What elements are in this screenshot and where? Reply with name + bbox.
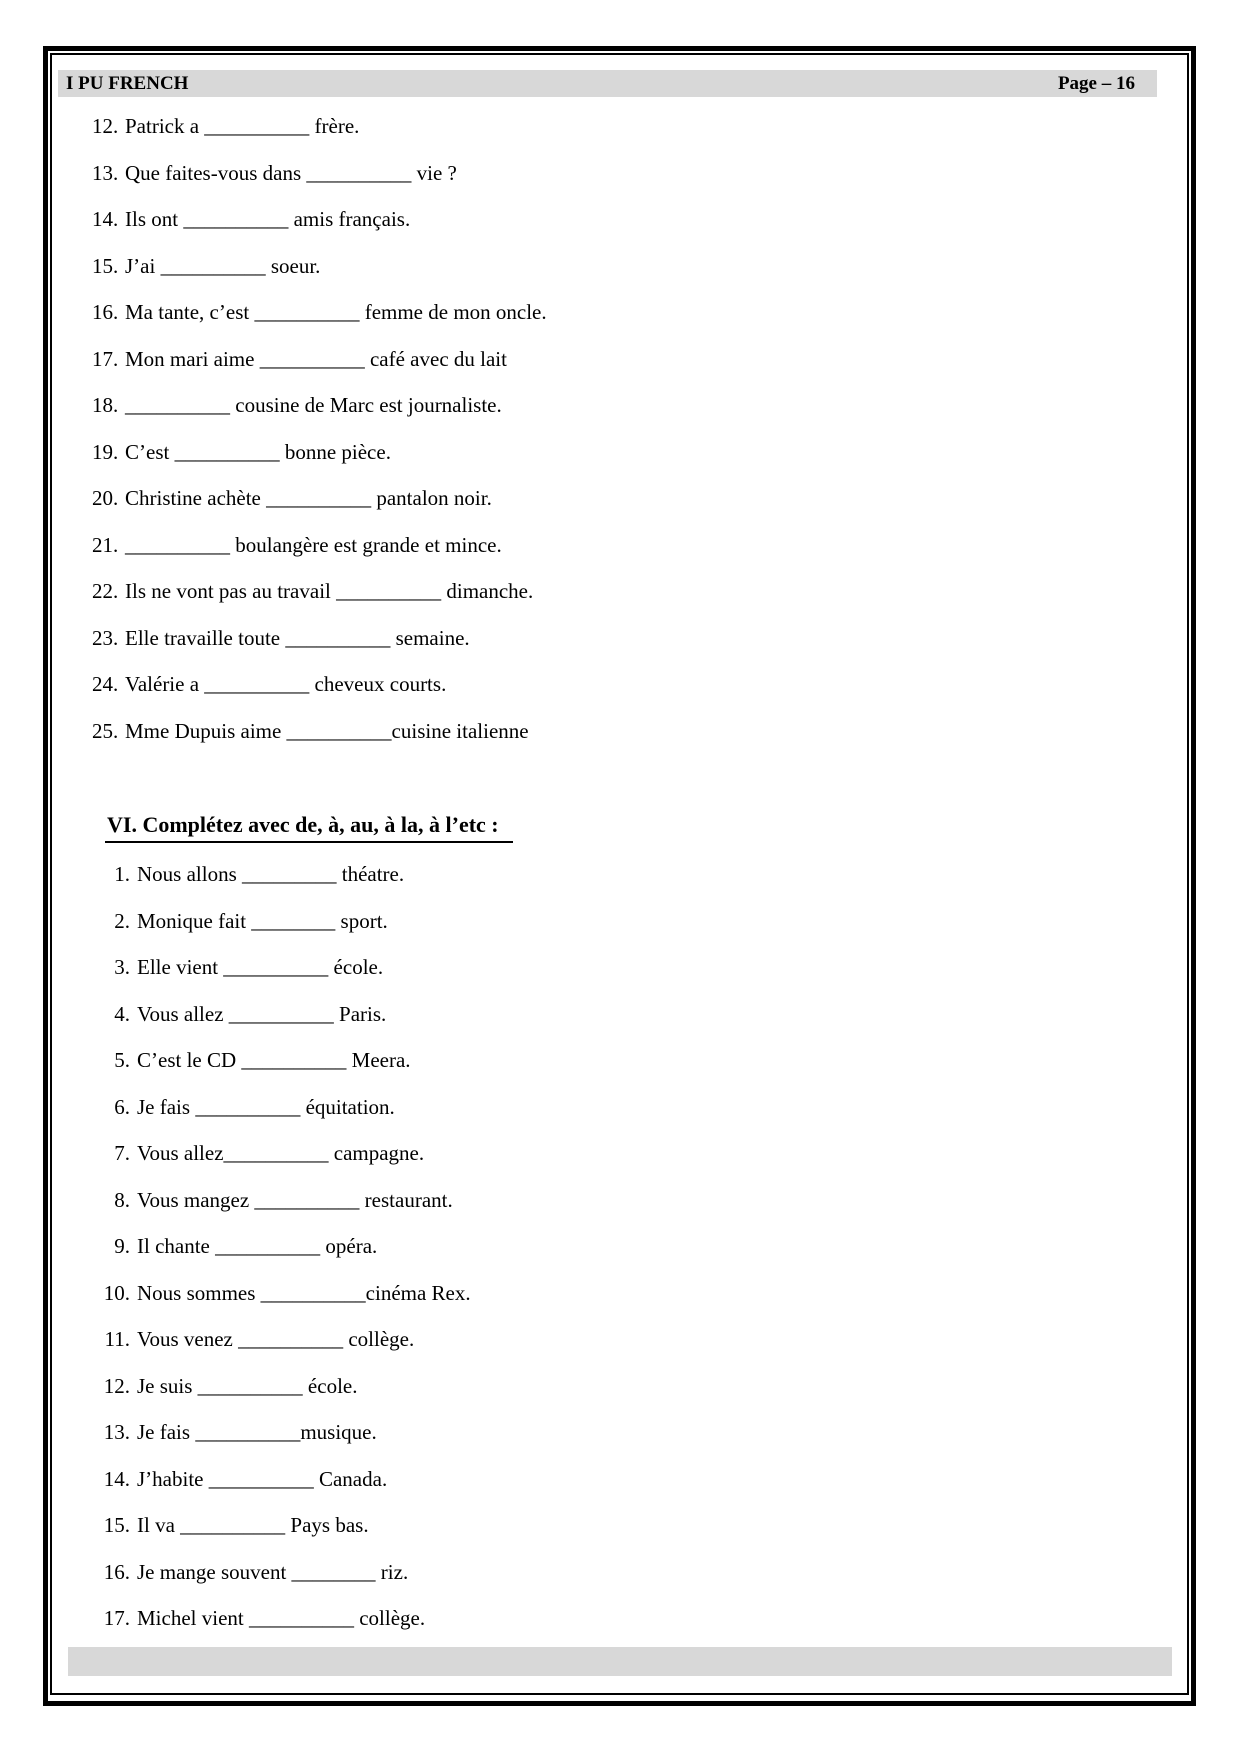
item-number: 12. (103, 1373, 130, 1398)
exercise-item (92, 347, 1187, 371)
item-number: 18. (92, 393, 119, 417)
exercise-item (92, 626, 1187, 650)
exercise-item (90, 1560, 1187, 1584)
item-text: J’ai __________ soeur. (125, 253, 321, 278)
exercise-item (92, 579, 1187, 603)
item-number: 2. (114, 908, 130, 933)
exercise-item (92, 254, 1187, 278)
item-number: 14. (92, 207, 119, 231)
item-text: Il va __________ Pays bas. (137, 1513, 369, 1537)
item-number: 16. (103, 1559, 130, 1584)
exercise-item (90, 1606, 1187, 1630)
item-text: Christine achète __________ pantalon noir. (125, 486, 492, 510)
exercise-item (90, 1420, 1187, 1444)
footer-bar (68, 1647, 1172, 1676)
exercise-item (92, 207, 1187, 231)
item-number: 5. (114, 1048, 130, 1072)
item-text: C’est __________ bonne pièce. (125, 439, 391, 464)
exercise-articles-list (52, 55, 1187, 765)
exercise-item (90, 1002, 1187, 1026)
item-number: 8. (114, 1187, 130, 1212)
exercise-item (92, 486, 1187, 510)
item-text: Michel vient __________ collège. (137, 1606, 426, 1630)
item-text: Que faites-vous dans __________ vie ? (125, 160, 457, 185)
item-text: Il chante __________ opéra. (137, 1234, 378, 1258)
exercise-item (90, 862, 1187, 886)
item-text: Ils ont __________ amis français. (125, 207, 411, 231)
item-text: Je fais __________musique. (137, 1420, 377, 1444)
exercise-item (90, 1327, 1187, 1351)
item-text: Je suis __________ école. (137, 1373, 358, 1398)
exercise-item (90, 1234, 1187, 1258)
item-text: __________ boulangère est grande et mince. (125, 532, 502, 557)
exercise-item (90, 1513, 1187, 1537)
exercise-item (92, 672, 1187, 696)
item-text: Monique fait ________ sport. (137, 908, 388, 933)
exercise-item (92, 161, 1187, 185)
item-text: Mon mari aime __________ café avec du lait (125, 346, 507, 371)
item-text: C’est le CD __________ Meera. (137, 1048, 411, 1072)
exercise-item (92, 440, 1187, 464)
item-text: Elle vient __________ école. (137, 955, 384, 979)
exercise-item (90, 1374, 1187, 1398)
exercise-item (90, 1188, 1187, 1212)
item-text: Vous allez __________ Paris. (137, 1001, 387, 1026)
exercise-item (92, 533, 1187, 557)
item-number: 4. (114, 1001, 130, 1026)
item-number: 1. (114, 862, 130, 886)
item-text: Je mange souvent ________ riz. (137, 1559, 409, 1584)
item-text: Vous venez __________ collège. (137, 1327, 415, 1351)
item-number: 17. (92, 346, 119, 371)
item-number: 15. (92, 253, 119, 278)
item-text: Nous allons _________ théatre. (137, 862, 405, 886)
item-text: __________ cousine de Marc est journaliste. (125, 393, 502, 417)
section-heading: VI. Complétez avec de, à, au, à la, à l’etc : (105, 812, 513, 843)
exercise-prepositions-list (52, 843, 1187, 1653)
item-number: 3. (114, 955, 130, 979)
item-text: J’habite __________ Canada. (137, 1466, 388, 1491)
item-text: Je fais __________ équitation. (137, 1094, 395, 1119)
item-number: 17. (103, 1606, 130, 1630)
exercise-item (90, 1141, 1187, 1165)
item-number: 10. (103, 1280, 130, 1305)
exercise-item (92, 300, 1187, 324)
document-title: I PU FRENCH (66, 72, 189, 94)
page-number: Page – 16 (1057, 72, 1135, 94)
exercise-item (92, 719, 1187, 743)
item-number: 11. (104, 1327, 130, 1351)
page-inner-border (50, 53, 1189, 1695)
item-text: Mme Dupuis aime __________cuisine italienne (125, 718, 529, 743)
exercise-item (90, 1281, 1187, 1305)
exercise-item (92, 393, 1187, 417)
page-header-bar (58, 70, 1157, 97)
item-number: 16. (92, 300, 119, 324)
item-number: 9. (114, 1234, 130, 1258)
item-number: 6. (114, 1094, 130, 1119)
item-text: Nous sommes __________cinéma Rex. (137, 1280, 471, 1305)
item-number: 7. (114, 1141, 130, 1165)
item-number: 12. (92, 114, 119, 138)
item-text: Ma tante, c’est __________ femme de mon oncle. (125, 300, 547, 324)
exercise-item (90, 1095, 1187, 1119)
item-number: 14. (103, 1466, 130, 1491)
item-text: Ils ne vont pas au travail __________ dimanche. (125, 579, 534, 603)
item-text: Elle travaille toute __________ semaine. (125, 625, 470, 650)
exercise-item (90, 1048, 1187, 1072)
item-number: 21. (92, 532, 119, 557)
exercise-item (90, 1467, 1187, 1491)
item-number: 13. (92, 160, 119, 185)
item-number: 23. (92, 625, 119, 650)
item-number: 22. (92, 579, 119, 603)
item-text: Patrick a __________ frère. (125, 114, 360, 138)
item-number: 25. (92, 718, 119, 743)
item-number: 24. (92, 672, 119, 696)
item-text: Valérie a __________ cheveux courts. (125, 672, 447, 696)
item-number: 15. (103, 1513, 130, 1537)
section-heading-wrap (52, 765, 1187, 843)
item-text: Vous allez__________ campagne. (137, 1141, 425, 1165)
exercise-item (90, 909, 1187, 933)
item-text: Vous mangez __________ restaurant. (137, 1187, 453, 1212)
item-number: 19. (92, 439, 119, 464)
exercise-item (92, 114, 1187, 138)
exercise-item (90, 955, 1187, 979)
item-number: 20. (92, 486, 119, 510)
item-number: 13. (103, 1420, 130, 1444)
page-border (43, 46, 1196, 1706)
